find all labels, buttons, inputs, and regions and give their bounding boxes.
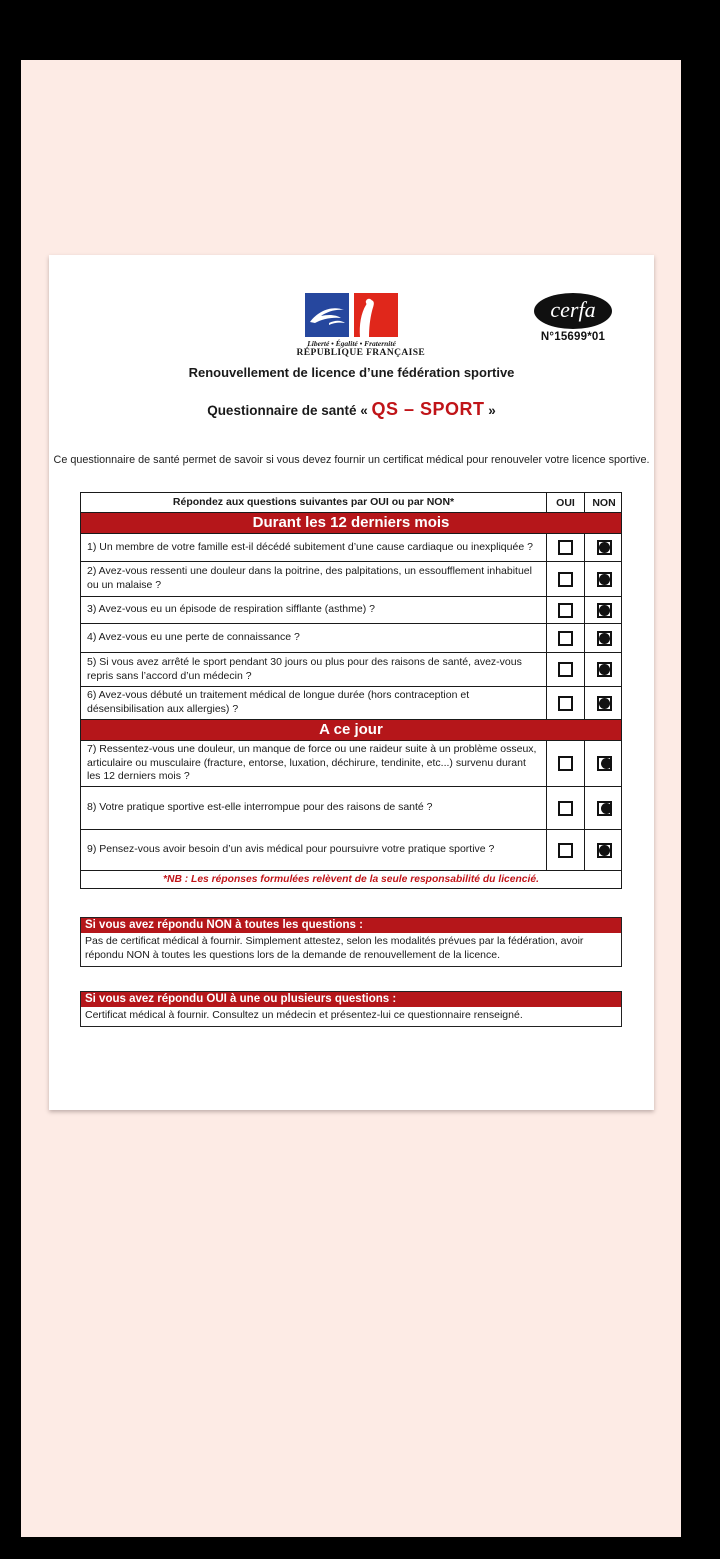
oui-checkbox-q4[interactable] <box>558 631 573 646</box>
oui-checkbox-q2[interactable] <box>558 572 573 587</box>
table-row <box>81 596 621 623</box>
subtitle-prefix: Questionnaire de santé « <box>207 403 372 418</box>
question-text: 7) Ressentez-vous une douleur, un manque de force ou une raideur suite à un problème osseux, articulaire ou musculaire (fracture, entorse, luxation, déchirure, tendinite, etc...) survenu durant les 12 derniers mois ? <box>81 741 547 786</box>
non-checkbox-q4[interactable] <box>597 631 612 646</box>
section-banner-12-months: Durant les 12 derniers mois <box>81 512 621 533</box>
answer-non-body: Pas de certificat médical à fournir. Simplement attestez, selon les modalités prévues par la fédération, avoir répondu NON à toutes les questions lors de la demande de renouvellement de la licence. <box>85 935 584 961</box>
table-footnote: *NB : Les réponses formulées relèvent de la seule responsabilité du licencié. <box>81 870 621 888</box>
answer-oui-box <box>80 991 622 1027</box>
table-row <box>81 533 621 561</box>
questionnaire-table <box>80 492 622 889</box>
cerfa-word: cerfa <box>550 297 596 322</box>
subtitle-suffix: » <box>484 403 496 418</box>
document-title: Renouvellement de licence d’une fédération sportive <box>188 365 515 380</box>
header-non-col: NON <box>592 496 616 509</box>
table-row <box>81 786 621 829</box>
non-checkbox-q7[interactable] <box>597 756 612 771</box>
non-checkbox-q3[interactable] <box>597 603 612 618</box>
non-checkbox-q6[interactable] <box>597 696 612 711</box>
non-checkbox-q5[interactable] <box>597 662 612 677</box>
table-row <box>81 623 621 652</box>
republique-name: RÉPUBLIQUE FRANÇAISE <box>296 348 426 358</box>
question-text: 8) Votre pratique sportive est-elle interrompue pour des raisons de santé ? <box>81 787 547 829</box>
question-text: 5) Si vous avez arrêté le sport pendant 30 jours ou plus pour des raisons de santé, avez-vous repris sans l’accord d’un médecin ? <box>81 653 547 686</box>
non-checkbox-q1[interactable] <box>597 540 612 555</box>
flag-red-panel <box>354 293 398 337</box>
french-flag-icon <box>297 293 407 337</box>
flag-blue-panel <box>305 293 349 337</box>
table-row <box>81 652 621 686</box>
document-page <box>49 255 654 1110</box>
cerfa-block <box>532 293 614 343</box>
non-checkbox-q9[interactable] <box>597 843 612 858</box>
table-row <box>81 829 621 870</box>
answer-oui-body: Certificat médical à fournir. Consultez un médecin et présentez-lui ce questionnaire renseigné. <box>85 1009 523 1021</box>
table-row <box>81 740 621 786</box>
table-row <box>81 686 621 719</box>
table-row <box>81 561 621 596</box>
subtitle-highlight: QS – SPORT <box>371 399 485 419</box>
motto-text: Liberté • Égalité • Fraternité <box>307 339 396 348</box>
question-text: 9) Pensez-vous avoir besoin d’un avis médical pour poursuivre votre pratique sportive ? <box>81 830 547 870</box>
question-text: 4) Avez-vous eu une perte de connaissance ? <box>81 624 547 652</box>
header-oui-col: OUI <box>547 493 585 512</box>
question-text: 2) Avez-vous ressenti une douleur dans la poitrine, des palpitations, un essoufflement inhabituel ou un malaise ? <box>81 562 547 596</box>
non-checkbox-q2[interactable] <box>597 572 612 587</box>
intro-text: Ce questionnaire de santé permet de savoir si vous devez fournir un certificat médical pour renouveler votre licence sportive. <box>53 454 650 466</box>
answer-non-title: Si vous avez répondu NON à toutes les questions : <box>81 918 621 933</box>
header-question-col: Répondez aux questions suivantes par OUI ou par NON* <box>81 493 547 512</box>
question-text: 3) Avez-vous eu un épisode de respiration sifflante (asthme) ? <box>81 597 547 623</box>
oui-checkbox-q9[interactable] <box>558 843 573 858</box>
section-banner-today: A ce jour <box>81 719 621 740</box>
answer-oui-title: Si vous avez répondu OUI à une ou plusieurs questions : <box>81 992 621 1007</box>
oui-checkbox-q3[interactable] <box>558 603 573 618</box>
oui-checkbox-q8[interactable] <box>558 801 573 816</box>
viewer-background <box>21 60 681 1537</box>
cerfa-number: N°15699*01 <box>540 331 606 343</box>
answer-non-box <box>80 917 622 967</box>
question-text: 6) Avez-vous débuté un traitement médical de longue durée (hors contraception et désensibilisation aux allergies) ? <box>81 687 547 719</box>
oui-checkbox-q6[interactable] <box>558 696 573 711</box>
oui-checkbox-q5[interactable] <box>558 662 573 677</box>
oui-checkbox-q7[interactable] <box>558 756 573 771</box>
non-checkbox-q8[interactable] <box>597 801 612 816</box>
document-subtitle <box>49 399 654 420</box>
republique-francaise-logo <box>296 293 426 358</box>
oui-checkbox-q1[interactable] <box>558 540 573 555</box>
cerfa-logo-icon <box>534 293 612 329</box>
table-header-row <box>81 493 621 512</box>
question-text: 1) Un membre de votre famille est-il décédé subitement d’une cause cardiaque ou inexpliquée ? <box>81 534 547 561</box>
